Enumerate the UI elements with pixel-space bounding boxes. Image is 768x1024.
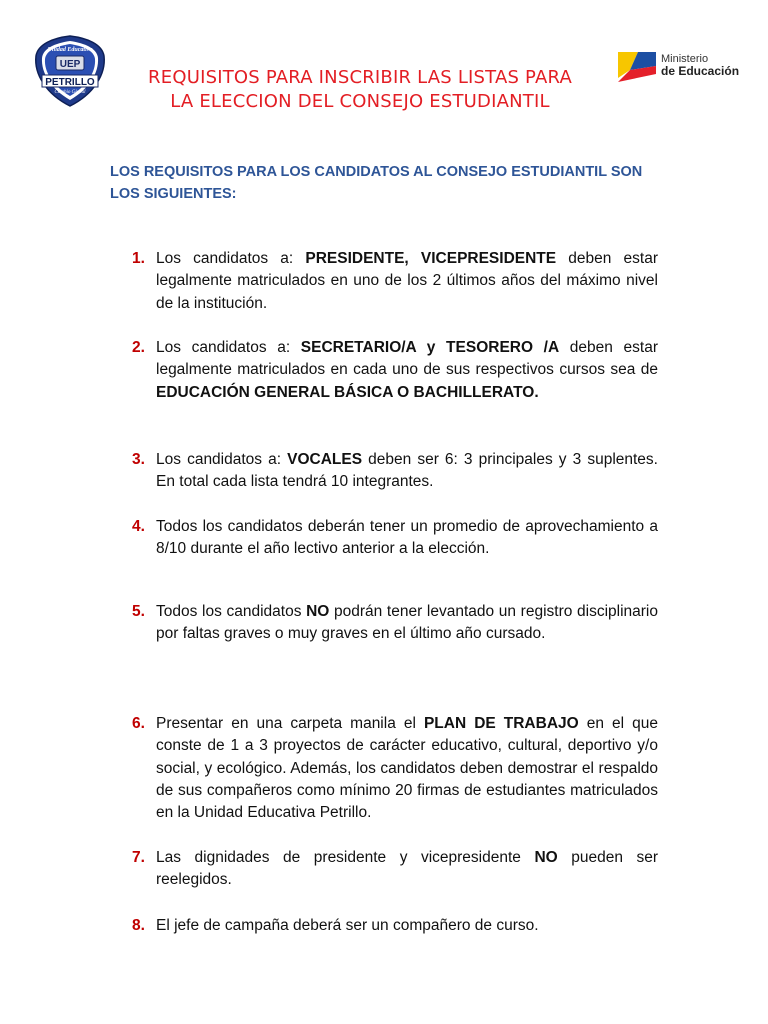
ministry-line-2: de Educación bbox=[661, 64, 740, 78]
title-line-2: LA ELECCION DEL CONSEJO ESTUDIANTIL bbox=[170, 91, 550, 112]
school-logo-sub: Cambio Global bbox=[54, 90, 86, 95]
item-number: 7. bbox=[132, 849, 145, 866]
item-text: Los candidatos a: PRESIDENTE, VICEPRESIDENTE deben estar legalmente matriculados en uno de los 2 últimos años del máximo nivel de la institución. bbox=[156, 250, 659, 312]
school-logo bbox=[32, 34, 108, 108]
ministry-name bbox=[661, 53, 739, 78]
item-number: 6. bbox=[132, 715, 145, 732]
item-text: Todos los candidatos deberán tener un promedio de aprovechamiento a 8/10 durante el año lectivo anterior a la elección. bbox=[156, 518, 658, 558]
item-number: 4. bbox=[132, 518, 145, 535]
page-title bbox=[110, 66, 610, 114]
item-text: El jefe de campaña deberá ser un compañero de curso. bbox=[156, 917, 539, 934]
item-number: 8. bbox=[132, 917, 145, 934]
title-line-1: REQUISITOS PARA INSCRIBIR LAS LISTAS PARA bbox=[148, 67, 572, 88]
item-number: 2. bbox=[132, 339, 145, 356]
school-logo-name: PETRILLO bbox=[45, 77, 95, 88]
ministry-line-1: Ministerio bbox=[661, 53, 709, 65]
item-number: 1. bbox=[132, 250, 145, 267]
item-number: 5. bbox=[132, 603, 145, 620]
item-number: 3. bbox=[132, 451, 145, 468]
item-text: Todos los candidatos NO podrán tener levantado un registro disciplinario por faltas graves o muy graves en el último año cursado. bbox=[156, 603, 658, 643]
school-logo-top-text: Unidad Educativa bbox=[47, 47, 93, 53]
item-text: Las dignidades de presidente y vicepresidente NO pueden ser reelegidos. bbox=[156, 849, 658, 889]
item-text: Los candidatos a: VOCALES deben ser 6: 3 principales y 3 suplentes. En total cada lista tendrá 10 integrantes. bbox=[156, 451, 658, 491]
item-text: Los candidatos a: SECRETARIO/A y TESORERO /A deben estar legalmente matriculados en cada uno de sus respectivos cursos sea de EDUCACIÓN GENERAL BÁSICA O BACHILLERATO. bbox=[156, 339, 658, 401]
intro-heading: LOS REQUISITOS PARA LOS CANDIDATOS AL CONSEJO ESTUDIANTIL SON LOS SIGUIENTES: bbox=[110, 164, 643, 202]
school-logo-badge: UEP bbox=[59, 59, 81, 70]
item-text: Presentar en una carpeta manila el PLAN DE TRABAJO en el que conste de 1 a 3 proyectos de carácter educativo, cultural, deportivo y/o social, y ecológico. Además, los candidatos deben demostrar el respaldo de sus compañeros como mínimo 20 firmas de estudiantes matriculados en la Unidad Educativa Petrillo. bbox=[156, 715, 658, 822]
